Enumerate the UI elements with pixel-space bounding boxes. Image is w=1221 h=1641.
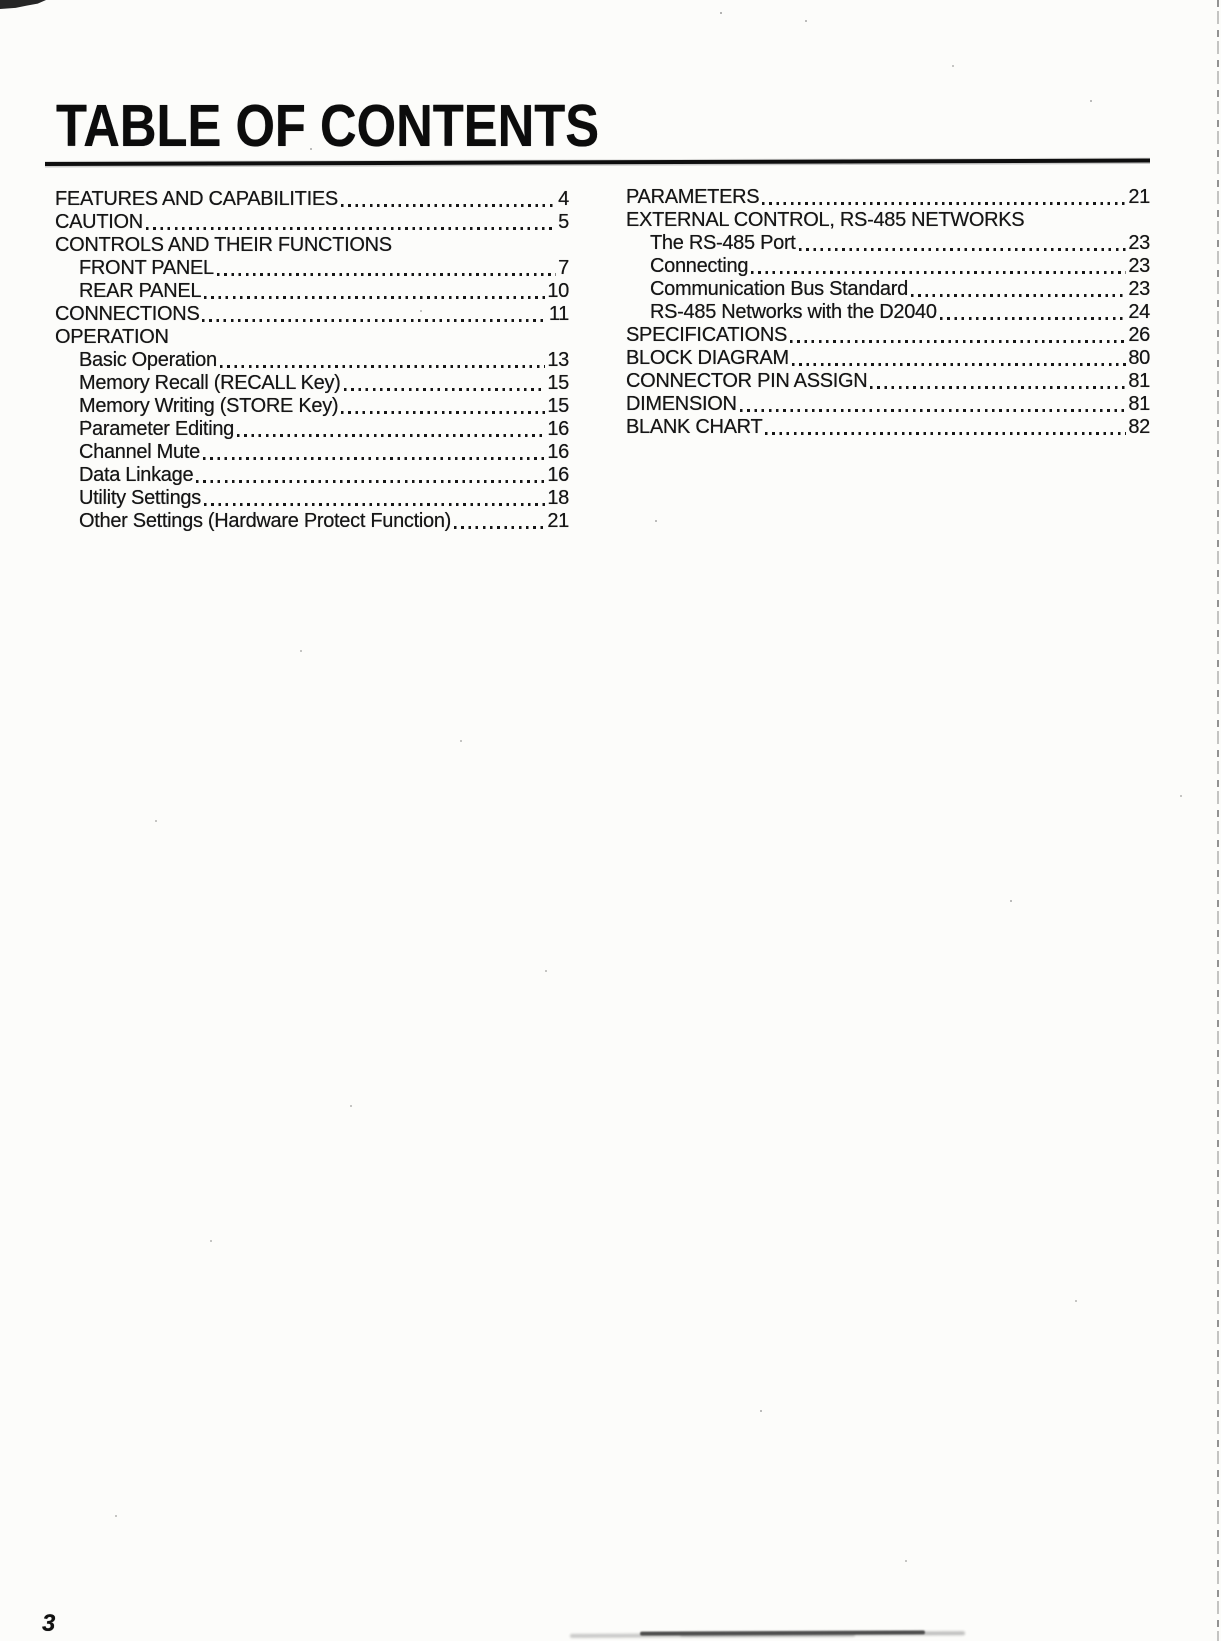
toc-entry-page: 23 [1128, 232, 1150, 254]
toc-entry-label: CONNECTOR PIN ASSIGN [626, 370, 868, 392]
toc-entry-page: 16 [547, 441, 569, 463]
toc-leader-dots [203, 457, 545, 460]
toc-entry-label: FEATURES AND CAPABILITIES [55, 188, 338, 210]
toc-entry-label: Channel Mute [79, 441, 200, 463]
toc-entry-label: Memory Writing (STORE Key) [79, 395, 339, 417]
toc-leader-dots [762, 202, 1126, 205]
toc-entry-label: RS-485 Networks with the D2040 [650, 301, 937, 323]
toc-entry [55, 303, 569, 326]
toc-entry-label: DIMENSION [626, 393, 737, 415]
toc-entry-label: CONNECTIONS [55, 303, 200, 325]
toc-leader-dots [870, 386, 1126, 389]
toc-entry-page: 10 [547, 280, 569, 302]
toc-entry [626, 347, 1150, 370]
scan-smudge-top-left-artifact [0, 0, 46, 9]
toc-entry-page: 7 [558, 257, 569, 279]
toc-leader-dots [237, 434, 545, 437]
toc-entry-label: Utility Settings [79, 487, 201, 509]
toc-entry [626, 416, 1150, 439]
toc-entry-page: 80 [1128, 347, 1150, 369]
toc-right-column [626, 186, 1150, 439]
toc-leader-dots [740, 409, 1127, 412]
toc-entry-label: REAR PANEL [79, 280, 202, 302]
toc-entry [55, 257, 569, 280]
toc-leader-dots [765, 432, 1126, 435]
page-title: TABLE OF CONTENTS [56, 93, 600, 159]
toc-entry-label: Memory Recall (RECALL Key) [79, 372, 341, 394]
toc-entry [626, 186, 1150, 209]
toc-leader-dots [204, 503, 545, 506]
toc-entry-label: PARAMETERS [626, 186, 760, 208]
toc-entry-page: 5 [558, 211, 569, 233]
toc-entry-label: Communication Bus Standard [650, 278, 908, 300]
toc-entry [55, 188, 569, 211]
toc-entry [55, 464, 569, 487]
toc-leader-dots [792, 363, 1127, 366]
toc-entry-page: 18 [547, 487, 569, 509]
page-number: 3 [42, 1610, 56, 1637]
toc-leader-dots [454, 526, 545, 529]
toc-entry-label: Data Linkage [79, 464, 194, 486]
toc-leader-dots [790, 340, 1126, 343]
toc-entry-page: 24 [1128, 301, 1150, 323]
toc-entry-label: CAUTION [55, 211, 143, 233]
toc-leader-dots [940, 317, 1127, 320]
toc-entry-page: 15 [547, 395, 569, 417]
toc-entry-label: Parameter Editing [79, 418, 234, 440]
toc-entry [626, 278, 1150, 301]
toc-entry-page: 81 [1128, 393, 1150, 415]
toc-entry [55, 395, 569, 418]
toc-entry [626, 324, 1150, 347]
toc-leader-dots [204, 296, 545, 299]
toc-entry-label: SPECIFICATIONS [626, 324, 788, 346]
toc-entry [55, 234, 569, 257]
toc-entry-label: OPERATION [55, 326, 169, 348]
toc-entry-page: 26 [1128, 324, 1150, 346]
toc-entry-label: FRONT PANEL [79, 257, 214, 279]
toc-leader-dots [202, 319, 546, 322]
toc-leader-dots [220, 365, 546, 368]
toc-entry-page: 21 [1128, 186, 1150, 208]
toc-leader-dots [341, 204, 556, 207]
toc-entry-label: Connecting [650, 255, 749, 277]
toc-entry-label: Other Settings (Hardware Protect Function) [79, 510, 452, 532]
toc-entry-page: 21 [547, 510, 569, 532]
toc-entry-page: 11 [548, 303, 569, 325]
toc-left-column [55, 188, 569, 533]
toc-leader-dots [341, 411, 545, 414]
toc-entry-label: EXTERNAL CONTROL, RS-485 NETWORKS [626, 209, 1025, 231]
toc-entry [55, 211, 569, 234]
toc-entry [626, 209, 1150, 232]
toc-entry [626, 255, 1150, 278]
toc-entry [55, 418, 569, 441]
toc-entry-label: Basic Operation [79, 349, 217, 371]
scan-edge-line-artifact [1217, 0, 1219, 1641]
toc-entry-label: CONTROLS AND THEIR FUNCTIONS [55, 234, 392, 256]
toc-entry [55, 487, 569, 510]
toc-entry-page: 23 [1128, 278, 1150, 300]
toc-entry [55, 349, 569, 372]
toc-entry-page: 81 [1128, 370, 1150, 392]
toc-entry [55, 372, 569, 395]
toc-entry [626, 370, 1150, 393]
toc-entry [626, 232, 1150, 255]
toc-entry [55, 441, 569, 464]
toc-entry-page: 16 [547, 464, 569, 486]
toc-entry-page: 4 [558, 188, 569, 210]
toc-leader-dots [751, 271, 1126, 274]
toc-entry-label: BLOCK DIAGRAM [626, 347, 789, 369]
toc-entry-label: The RS-485 Port [650, 232, 796, 254]
toc-entry [55, 280, 569, 303]
scan-smudge-bottom-artifact [640, 1630, 925, 1635]
toc-entry-label: BLANK CHART [626, 416, 763, 438]
toc-entry-page: 15 [547, 372, 569, 394]
toc-leader-dots [344, 388, 546, 391]
toc-entry-page: 13 [547, 349, 569, 371]
toc-entry-page: 23 [1128, 255, 1150, 277]
toc-entry-page: 82 [1128, 416, 1150, 438]
toc-entry [626, 301, 1150, 324]
toc-entry [55, 510, 569, 533]
toc-leader-dots [196, 480, 545, 483]
toc-leader-dots [911, 294, 1126, 297]
title-divider-rule [45, 159, 1150, 166]
toc-entry-page: 16 [547, 418, 569, 440]
toc-leader-dots [217, 273, 556, 276]
toc-leader-dots [146, 227, 556, 230]
toc-entry [55, 326, 569, 349]
toc-entry [626, 393, 1150, 416]
toc-leader-dots [799, 248, 1127, 251]
